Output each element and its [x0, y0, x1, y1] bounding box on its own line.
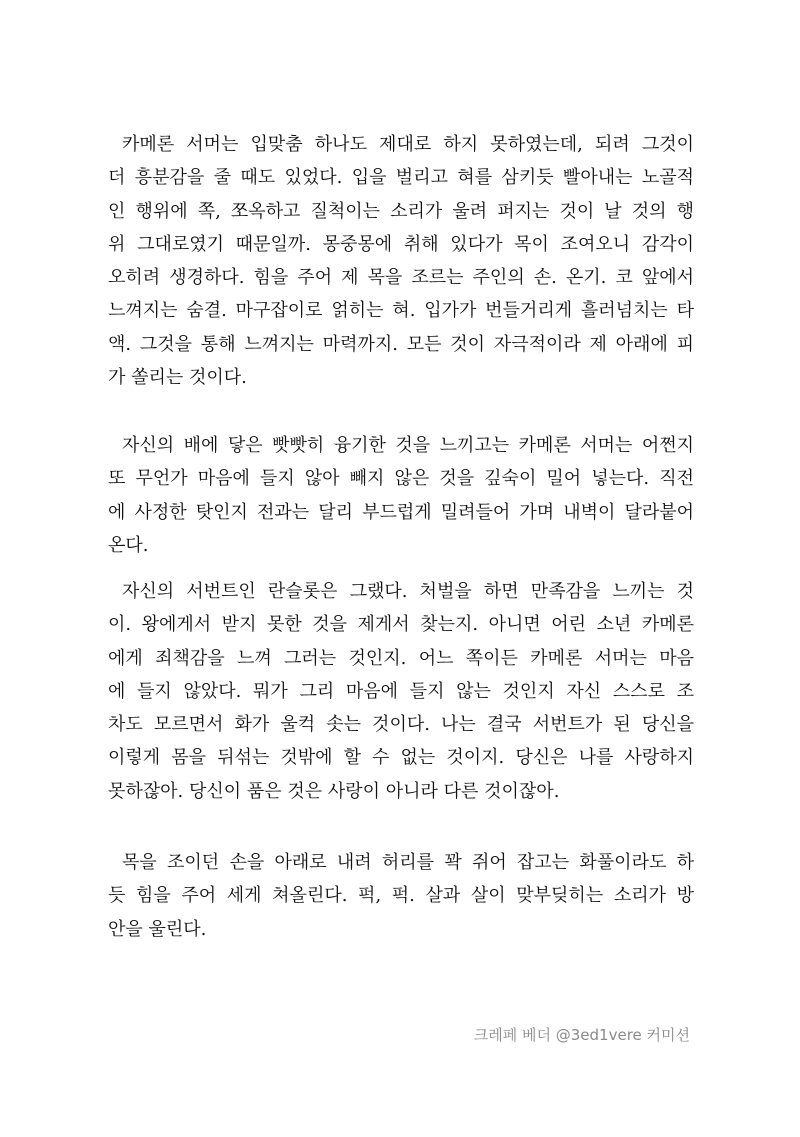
paragraph-2: [108, 429, 694, 562]
text-line: 자신의 배에 닿은 빳빳히 융기한 것을 느끼고는 카메론 서머는 어쩐지: [122, 435, 694, 456]
text-line: 오히려 생경하다. 힘을 주어 제 목을 조르는 주인의 손. 온기. 코 앞에서: [108, 267, 694, 289]
text-line: 이렇게 몸을 뒤섞는 것밖에 할 수 없는 것이지. 당신은 나를 사랑하지: [108, 747, 694, 769]
text-line: 목을 조이던 손을 아래로 내려 허리를 꽉 쥐어 잡고는 화풀이라도 하: [122, 852, 694, 873]
text-line: 에 사정한 탓인지 전과는 달리 부드럽게 밀려들어 가며 내벽이 달라붙어: [108, 501, 694, 523]
text-line: 자신의 서번트인 란슬롯은 그랬다. 처벌을 하면 만족감을 느끼는 것: [122, 581, 694, 602]
text-line: 느껴지는 숨결. 마구잡이로 얽히는 혀. 입가가 번들거리게 흘러넘치는 타: [108, 300, 694, 322]
text-line: 또 무언가 마음에 들지 않아 빼지 않은 것을 깊숙이 밀어 넣는다. 직전: [108, 468, 694, 490]
text-line: 안을 울린다.: [108, 918, 207, 940]
text-line: 가 쏠리는 것이다.: [108, 367, 247, 389]
text-line: 에게 죄책감을 느껴 그러는 것인지. 어느 쪽이든 카메론 서머는 마음: [108, 647, 694, 669]
text-line: 인 행위에 쪽, 쪼옥하고 질척이는 소리가 울려 퍼지는 것이 날 것의 행: [108, 200, 694, 222]
text-line: 듯 힘을 주어 세게 쳐올린다. 퍽, 퍽. 살과 살이 맞부딪히는 소리가 방: [108, 885, 694, 907]
paragraph-3: [108, 575, 694, 808]
text-line: 못하잖아. 당신이 품은 것은 사랑이 아니라 다른 것이잖아.: [108, 780, 560, 802]
paragraph-1: [108, 128, 694, 394]
text-line: 더 흥분감을 줄 때도 있었다. 입을 벌리고 혀를 삼키듯 빨아내는 노골적: [108, 167, 694, 189]
text-line: 에 들지 않았다. 뭐가 그리 마음에 들지 않는 것인지 자신 스스로 조: [108, 680, 694, 702]
footer-credit: 크레페 베더 @3ed1vere 커미션: [473, 1026, 690, 1044]
text-line: 차도 모르면서 화가 울컥 솟는 것이다. 나는 결국 서번트가 된 당신을: [108, 714, 694, 736]
text-line: 이. 왕에게서 받지 못한 것을 제게서 찾는지. 아니면 어린 소년 카메론: [108, 614, 694, 636]
text-line: 위 그대로였기 때문일까. 몽중몽에 취해 있다가 목이 조여오니 감각이: [108, 233, 694, 255]
paragraph-4: [108, 846, 694, 946]
text-line: 카메론 서머는 입맞춤 하나도 제대로 하지 못하였는데, 되려 그것이: [122, 134, 694, 155]
text-line: 액. 그것을 통해 느껴지는 마력까지. 모든 것이 자극적이라 제 아래에 피: [108, 333, 694, 355]
text-line: 온다.: [108, 534, 149, 556]
